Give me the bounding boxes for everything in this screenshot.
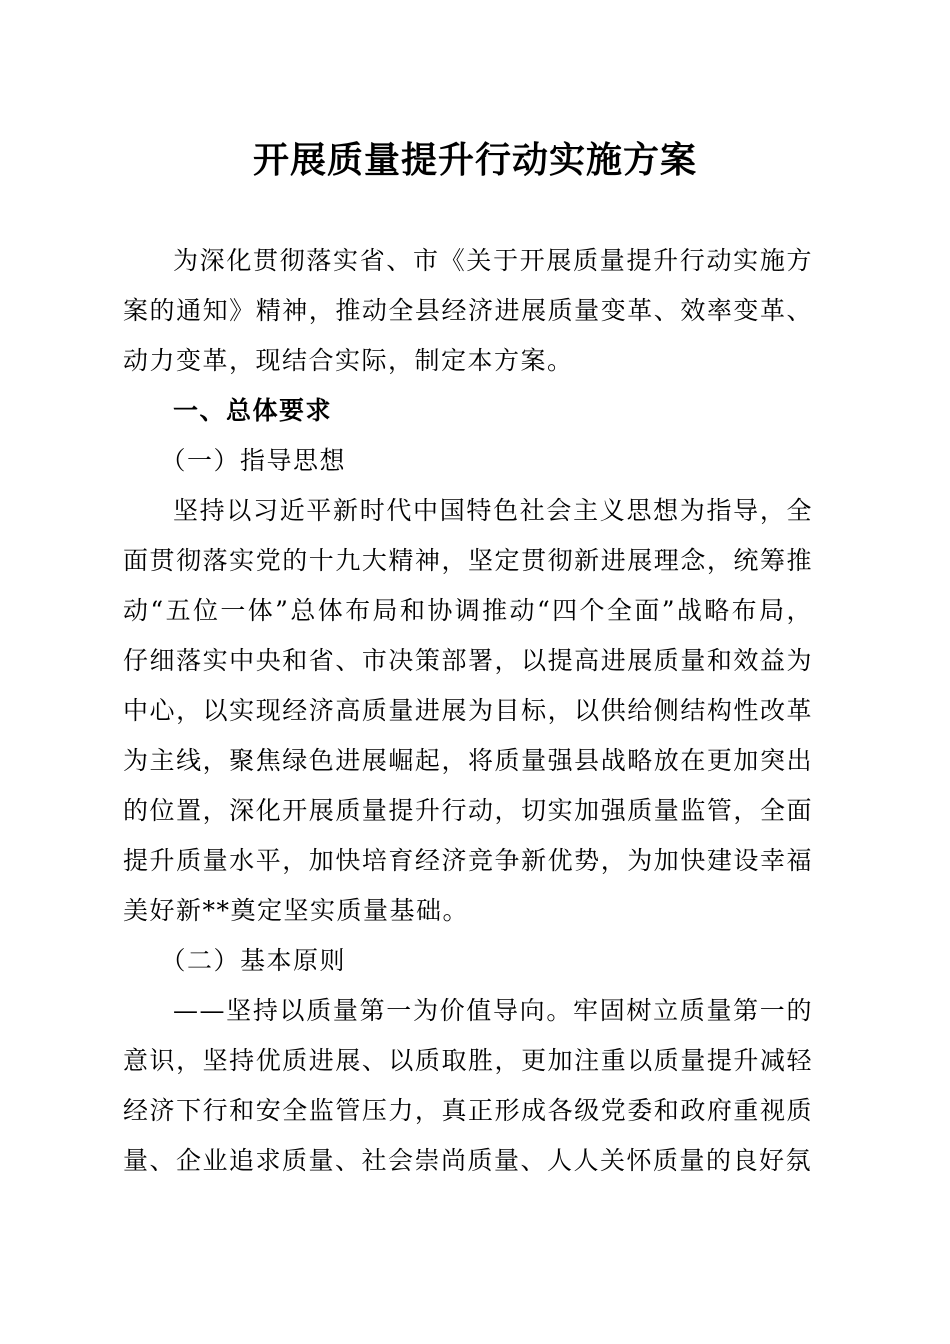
subheading-guiding-ideology: （一）指导思想 bbox=[160, 446, 347, 475]
section-heading-general-requirements: 一、总体要求 bbox=[173, 396, 333, 425]
guiding-ideology-paragraph: 坚持以习近平新时代中国特色社会主义思想为指导，全面贯彻落实党的十九大精神，坚定贯彻新进展理念，统筹推动“五位一体”总体布局和协调推动“四个全面”战略布局，仔细落实中央和省、市决策部署，以提高进展质量和效益为中心，以实现经济高质量进展为目标，以供给侧结构性改革为主线，聚焦绿色进展崛起，将质量强县战略放在更加突出的位置，深化开展质量提升行动，切实加强质量监管，全面提升质量水平，加快培育经济竞争新优势，为加快建设幸福美好新**奠定坚实质量基础。 bbox=[123, 496, 813, 925]
basic-principles-paragraph: ——坚持以质量第一为价值导向。牢固树立质量第一的意识，坚持优质进展、以质取胜，更加注重以质量提升减轻经济下行和安全监管压力，真正形成各级党委和政府重视质量、企业追求质量、社会崇尚质量、人人关怀质量的良好氛 bbox=[123, 996, 813, 1175]
subheading-basic-principles: （二）基本原则 bbox=[160, 946, 347, 975]
document-body bbox=[123, 236, 813, 1186]
page-title: 开展质量提升行动实施方案 bbox=[252, 139, 697, 181]
intro-paragraph: 为深化贯彻落实省、市《关于开展质量提升行动实施方案的通知》精神，推动全县经济进展质量变革、效率变革、动力变革，现结合实际，制定本方案。 bbox=[123, 246, 813, 375]
